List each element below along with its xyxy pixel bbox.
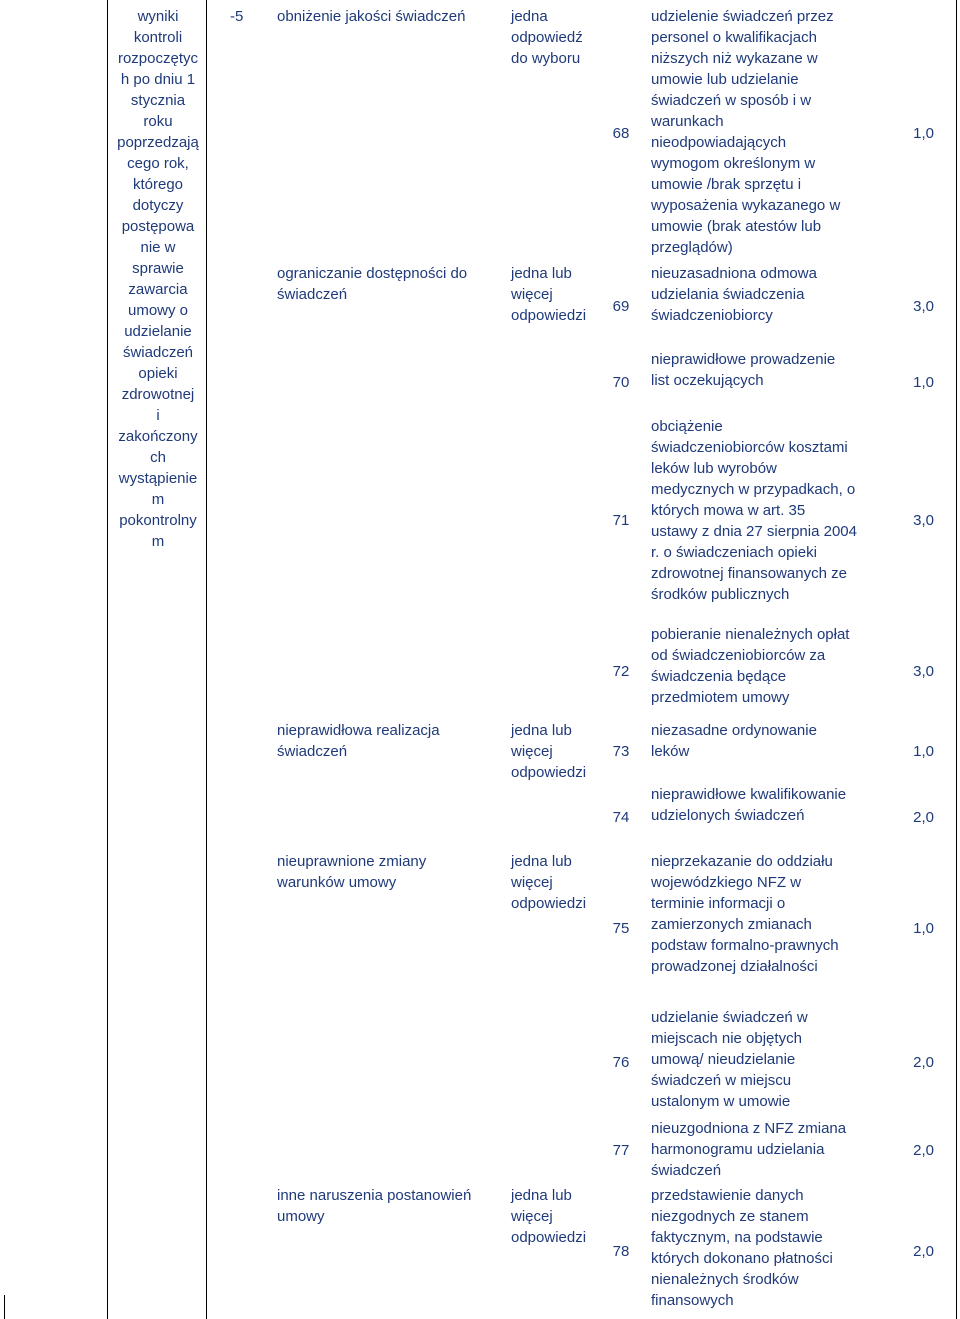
item-score: 2,0 xyxy=(913,1243,934,1260)
category-line: cego rok, xyxy=(127,155,189,172)
category-line: postępowa xyxy=(121,218,195,235)
group-name xyxy=(277,1185,471,1227)
category-line: zdrowotnej xyxy=(121,386,195,403)
desc-line: ustalonym w umowie xyxy=(651,1093,791,1110)
answer-type xyxy=(511,263,586,326)
item-description xyxy=(651,1007,876,1112)
desc-line: środków publicznych xyxy=(651,586,790,603)
table-right-border xyxy=(956,0,957,1319)
desc-line: prowadzonej działalności xyxy=(651,958,818,975)
item-number: 68 xyxy=(612,125,630,142)
item-number: 76 xyxy=(612,1054,630,1071)
desc-line: świadczeniobiorców kosztami xyxy=(651,439,848,456)
desc-line: faktycznym, na podstawie xyxy=(651,1229,823,1246)
desc-line: podstaw formalno-prawnych xyxy=(651,937,839,954)
item-description xyxy=(651,349,876,391)
desc-line: nieuzasadniona odmowa xyxy=(651,265,817,282)
desc-line: leków xyxy=(651,743,690,760)
answer-type xyxy=(511,851,586,914)
category-line: wyniki xyxy=(137,8,179,25)
desc-line: od świadczeniobiorców za xyxy=(651,647,826,664)
category-line: sprawie xyxy=(132,260,184,277)
item-number: 70 xyxy=(612,374,630,391)
category-line: pokontrolny xyxy=(119,512,197,529)
category-cell xyxy=(110,6,206,552)
desc-line: r. o świadczeniach opieki xyxy=(651,544,817,561)
category-line: poprzedzają xyxy=(117,134,199,151)
desc-line: niezgodnych ze stanem xyxy=(651,1208,809,1225)
item-number: 71 xyxy=(612,512,630,529)
category-line: ch xyxy=(150,449,166,466)
item-score: 1,0 xyxy=(913,920,934,937)
answer-line: do wyboru xyxy=(511,50,581,67)
item-score: 2,0 xyxy=(913,1054,934,1071)
desc-line: obciążenie xyxy=(651,418,723,435)
desc-line: nienależnych środków xyxy=(651,1271,799,1288)
group-name-line: nieprawidłowa realizacja xyxy=(277,722,440,739)
desc-line: niższych niż wykazane w xyxy=(651,50,818,67)
item-description xyxy=(651,1118,876,1181)
item-number: 77 xyxy=(612,1142,630,1159)
desc-line: personel o kwalifikacjach xyxy=(651,29,817,46)
desc-line: nieprawidłowe prowadzenie xyxy=(651,351,836,368)
answer-line: więcej xyxy=(511,286,553,303)
item-number: 75 xyxy=(612,920,630,937)
desc-line: przedmiotem umowy xyxy=(651,689,790,706)
desc-line: zdrowotnej finansowanych ze xyxy=(651,565,847,582)
item-description xyxy=(651,263,876,326)
desc-line: udzielania świadczenia xyxy=(651,286,805,303)
category-line: roku xyxy=(143,113,173,130)
item-description xyxy=(651,416,876,605)
desc-line: świadczeń w sposób i w xyxy=(651,92,812,109)
desc-line: umowie /brak sprzętu i xyxy=(651,176,802,193)
answer-line: odpowiedzi xyxy=(511,307,587,324)
category-line: zawarcia xyxy=(128,281,188,298)
group-name-line: warunków umowy xyxy=(277,874,397,891)
group-name-line: umowy xyxy=(277,1208,325,1225)
category-line: udzielanie xyxy=(124,323,192,340)
desc-line: list oczekujących xyxy=(651,372,764,389)
group-name xyxy=(277,720,440,762)
item-score: 2,0 xyxy=(913,1142,934,1159)
answer-line: odpowiedzi xyxy=(511,895,587,912)
group-name-line: świadczeń xyxy=(277,286,348,303)
item-description xyxy=(651,851,876,977)
desc-line: leków lub wyrobów xyxy=(651,460,777,477)
item-score: 3,0 xyxy=(913,663,934,680)
category-line: i xyxy=(156,407,160,424)
penalty-value: -5 xyxy=(230,8,244,25)
group-name xyxy=(277,851,426,893)
group-name-line: obniżenie jakości świadczeń xyxy=(277,8,466,25)
answer-type xyxy=(511,1185,586,1248)
answer-line: więcej xyxy=(511,743,553,760)
category-line: rozpoczętyc xyxy=(117,50,199,67)
category-line: nie w xyxy=(140,239,176,256)
table-left-border xyxy=(107,0,108,1319)
desc-line: nieprawidłowe kwalifikowanie xyxy=(651,786,847,803)
desc-line: ustawy z dnia 27 sierpnia 2004 xyxy=(651,523,857,540)
item-number: 78 xyxy=(612,1243,630,1260)
item-number: 74 xyxy=(612,809,630,826)
desc-line: świadczeń w miejscu xyxy=(651,1072,792,1089)
item-score: 1,0 xyxy=(913,743,934,760)
desc-line: świadczenia będące xyxy=(651,668,787,685)
desc-line: zamierzonych zmianach xyxy=(651,916,812,933)
answer-type xyxy=(511,720,586,783)
desc-line: umowie lub udzielanie xyxy=(651,71,799,88)
category-line: stycznia xyxy=(130,92,186,109)
desc-line: niezasadne ordynowanie xyxy=(651,722,817,739)
desc-line: świadczeń xyxy=(651,1162,722,1179)
desc-line: nieodpowiadających xyxy=(651,134,787,151)
category-line: świadczeń xyxy=(122,344,194,361)
category-line: umowy o xyxy=(127,302,189,319)
item-description xyxy=(651,6,876,258)
answer-line: więcej xyxy=(511,874,553,891)
item-description xyxy=(651,784,876,826)
desc-line: medycznych w przypadkach, o xyxy=(651,481,856,498)
answer-line: jedna lub xyxy=(511,1187,572,1204)
item-score: 1,0 xyxy=(913,125,934,142)
desc-line: przedstawienie danych xyxy=(651,1187,804,1204)
desc-line: nieprzekazanie do oddziału xyxy=(651,853,833,870)
group-name xyxy=(277,263,467,305)
answer-type xyxy=(511,6,583,69)
desc-line: udzielenie świadczeń przez xyxy=(651,8,834,25)
desc-line: świadczeniobiorcy xyxy=(651,307,773,324)
desc-line: udzielanie świadczeń w xyxy=(651,1009,808,1026)
desc-line: umowie (brak atestów lub xyxy=(651,218,822,235)
category-line: zakończony xyxy=(118,428,198,445)
desc-line: których dokonano płatności xyxy=(651,1250,833,1267)
item-number: 73 xyxy=(612,743,630,760)
answer-line: więcej xyxy=(511,1208,553,1225)
group-name xyxy=(277,6,465,27)
answer-line: odpowiedzi xyxy=(511,764,587,781)
desc-line: wyposażenia wykazanego w xyxy=(651,197,841,214)
item-description xyxy=(651,720,876,762)
answer-line: odpowiedź xyxy=(511,29,583,46)
answer-line: jedna xyxy=(511,8,548,25)
desc-line: terminie informacji o xyxy=(651,895,786,912)
desc-line: których mowa w art. 35 xyxy=(651,502,806,519)
category-line: dotyczy xyxy=(132,197,184,214)
item-number: 69 xyxy=(612,298,630,315)
category-line: opieki xyxy=(138,365,178,382)
category-line: h po dniu 1 xyxy=(120,71,196,88)
desc-line: wojewódzkiego NFZ w xyxy=(651,874,802,891)
item-description xyxy=(651,624,876,708)
item-score: 2,0 xyxy=(913,809,934,826)
category-line: wystąpienie xyxy=(118,470,198,487)
answer-line: jedna lub xyxy=(511,722,572,739)
category-line: m xyxy=(151,533,165,550)
category-line: kontroli xyxy=(133,29,183,46)
group-name-line: ograniczanie dostępności do xyxy=(277,265,468,282)
desc-line: udzielonych świadczeń xyxy=(651,807,805,824)
desc-line: umową/ nieudzielanie xyxy=(651,1051,796,1068)
item-description xyxy=(651,1185,876,1311)
group-name-line: inne naruszenia postanowień xyxy=(277,1187,472,1204)
page-left-edge xyxy=(4,1295,5,1319)
answer-line: jedna lub xyxy=(511,265,572,282)
desc-line: wymogom określonym w xyxy=(651,155,816,172)
item-score: 3,0 xyxy=(913,298,934,315)
desc-line: przeglądów) xyxy=(651,239,733,256)
desc-line: finansowych xyxy=(651,1292,734,1309)
desc-line: nieuzgodniona z NFZ zmiana xyxy=(651,1120,847,1137)
category-line: m xyxy=(151,491,165,508)
group-name-line: świadczeń xyxy=(277,743,348,760)
item-score: 3,0 xyxy=(913,512,934,529)
answer-line: odpowiedzi xyxy=(511,1229,587,1246)
answer-line: jedna lub xyxy=(511,853,572,870)
category-line: którego xyxy=(132,176,184,193)
column-divider xyxy=(206,0,207,1319)
desc-line: pobieranie nienależnych opłat xyxy=(651,626,850,643)
desc-line: warunkach xyxy=(651,113,724,130)
desc-line: harmonogramu udzielania xyxy=(651,1141,825,1158)
item-number: 72 xyxy=(612,663,630,680)
item-score: 1,0 xyxy=(913,374,934,391)
group-name-line: nieuprawnione zmiany xyxy=(277,853,427,870)
desc-line: miejscach nie objętych xyxy=(651,1030,802,1047)
